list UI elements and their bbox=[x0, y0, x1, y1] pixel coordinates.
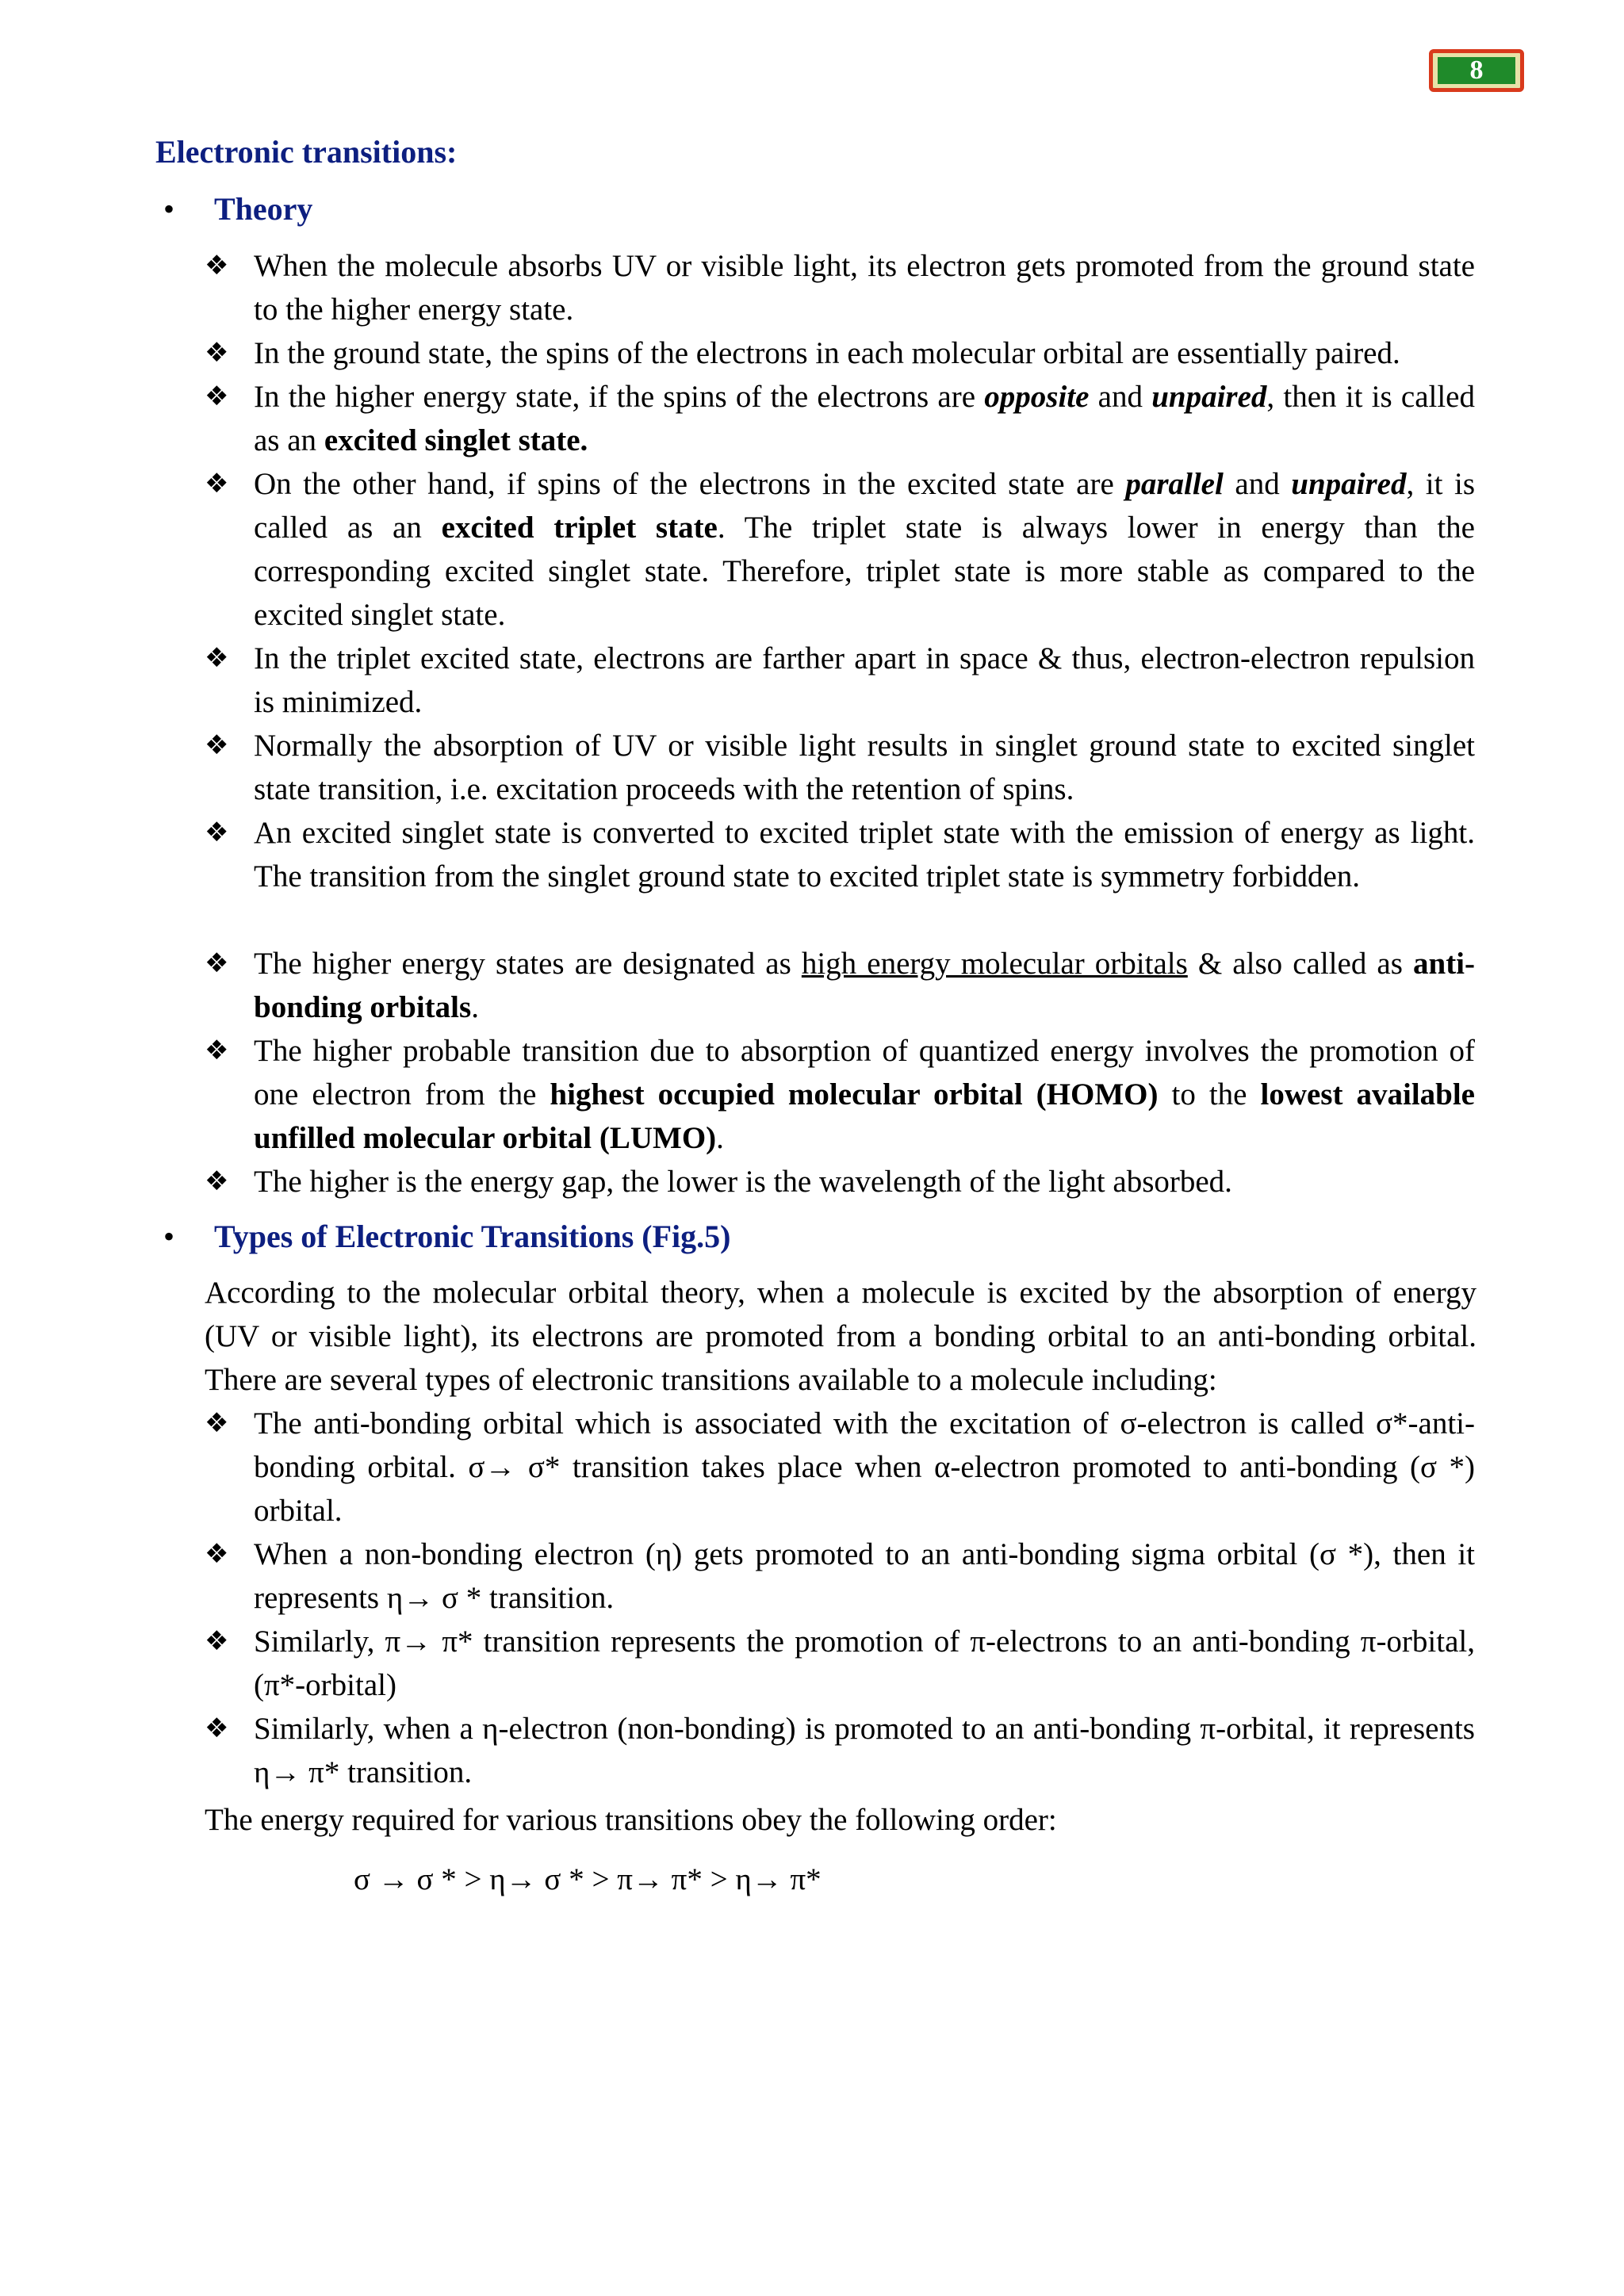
list-item-text: The higher energy states are designated as high energy molecular orbitals & also called as anti-bonding orbitals. bbox=[254, 947, 1475, 1024]
diamond-bullet-icon: ❖ bbox=[205, 1407, 229, 1439]
page-heading: Electronic transitions: bbox=[155, 134, 458, 170]
diamond-bullet-icon: ❖ bbox=[205, 468, 229, 499]
list-item-text: The higher probable transition due to absorption of quantized energy involves the promotion of one electron from the highest occupied molecular orbital (HOMO) to the lowest available unfilled molecular orbital (LUMO). bbox=[254, 1034, 1475, 1155]
diamond-bullet-icon: ❖ bbox=[205, 1712, 229, 1744]
types-intro-paragraph: According to the molecular orbital theory, when a molecule is excited by the absorption of energy (UV or visible light), its electrons are promoted from a bonding orbital to an anti-bonding orbital. There are several types of electronic transitions available to a molecule including: bbox=[205, 1276, 1477, 1397]
list-item-text: The anti-bonding orbital which is associated with the excitation of σ-electron is called σ*-anti-bonding orbital. σ→ σ* transition takes place when α-electron promoted to anti-bonding (σ *) orbital. bbox=[254, 1406, 1475, 1528]
section-bullet: • bbox=[163, 1219, 175, 1254]
section-bullet: • bbox=[163, 191, 175, 227]
diamond-bullet-icon: ❖ bbox=[205, 1538, 229, 1570]
page-number-badge bbox=[1429, 49, 1524, 92]
list-item-text: On the other hand, if spins of the electrons in the excited state are parallel and unpaired, it is called as an excited triplet state. The triplet state is always lower in energy than the corresponding excited singlet state. Therefore, triplet state is more stable as compared to the excited singlet state. bbox=[254, 467, 1475, 632]
diamond-bullet-icon: ❖ bbox=[205, 947, 229, 979]
list-item-text: Normally the absorption of UV or visible light results in singlet ground state to excited singlet state transition, i.e. excitation proceeds with the retention of spins. bbox=[254, 729, 1475, 806]
list-item-text: In the higher energy state, if the spins of the electrons are opposite and unpaired, then it is called as an excited singlet state. bbox=[254, 380, 1475, 457]
list-item-text: When a non-bonding electron (η) gets promoted to an anti-bonding sigma orbital (σ *), then it represents η→ σ * transition. bbox=[254, 1537, 1475, 1615]
section-title: Theory bbox=[214, 191, 313, 227]
section-title: Types of Electronic Transitions (Fig.5) bbox=[214, 1219, 731, 1254]
energy-order-formula: σ → σ * > η→ σ * > π→ π* > η→ π* bbox=[354, 1862, 822, 1896]
diamond-bullet-icon: ❖ bbox=[205, 1035, 229, 1066]
energy-order-intro: The energy required for various transitions obey the following order: bbox=[205, 1803, 1057, 1837]
list-item-text: Similarly, π→ π* transition represents the promotion of π-electrons to an anti-bonding π-orbital, (π*-orbital) bbox=[254, 1624, 1475, 1702]
list-item-text: The higher is the energy gap, the lower is the wavelength of the light absorbed. bbox=[254, 1165, 1232, 1199]
diamond-bullet-icon: ❖ bbox=[205, 250, 229, 281]
list-item-text: In the triplet excited state, electrons are farther apart in space & thus, electron-electron repulsion is minimized. bbox=[254, 641, 1475, 719]
section-theory bbox=[163, 190, 312, 228]
diamond-bullet-icon: ❖ bbox=[205, 642, 229, 674]
list-item-text: When the molecule absorbs UV or visible light, its electron gets promoted from the ground state to the higher energy state. bbox=[254, 249, 1475, 327]
page-number: 8 bbox=[1438, 57, 1515, 84]
diamond-bullet-icon: ❖ bbox=[205, 1625, 229, 1657]
diamond-bullet-icon: ❖ bbox=[205, 729, 229, 761]
diamond-bullet-icon: ❖ bbox=[205, 381, 229, 412]
list-item-text: Similarly, when a η-electron (non-bonding) is promoted to an anti-bonding π-orbital, it represents η→ π* transition. bbox=[254, 1712, 1475, 1789]
section-types bbox=[163, 1218, 730, 1255]
diamond-bullet-icon: ❖ bbox=[205, 337, 229, 369]
diamond-bullet-icon: ❖ bbox=[205, 817, 229, 848]
list-item-text: In the ground state, the spins of the electrons in each molecular orbital are essentially paired. bbox=[254, 336, 1400, 370]
diamond-bullet-icon: ❖ bbox=[205, 1165, 229, 1197]
list-item-text: An excited singlet state is converted to excited triplet state with the emission of energy as light. The transition from the singlet ground state to excited triplet state is symmetry forbidden. bbox=[254, 816, 1475, 894]
